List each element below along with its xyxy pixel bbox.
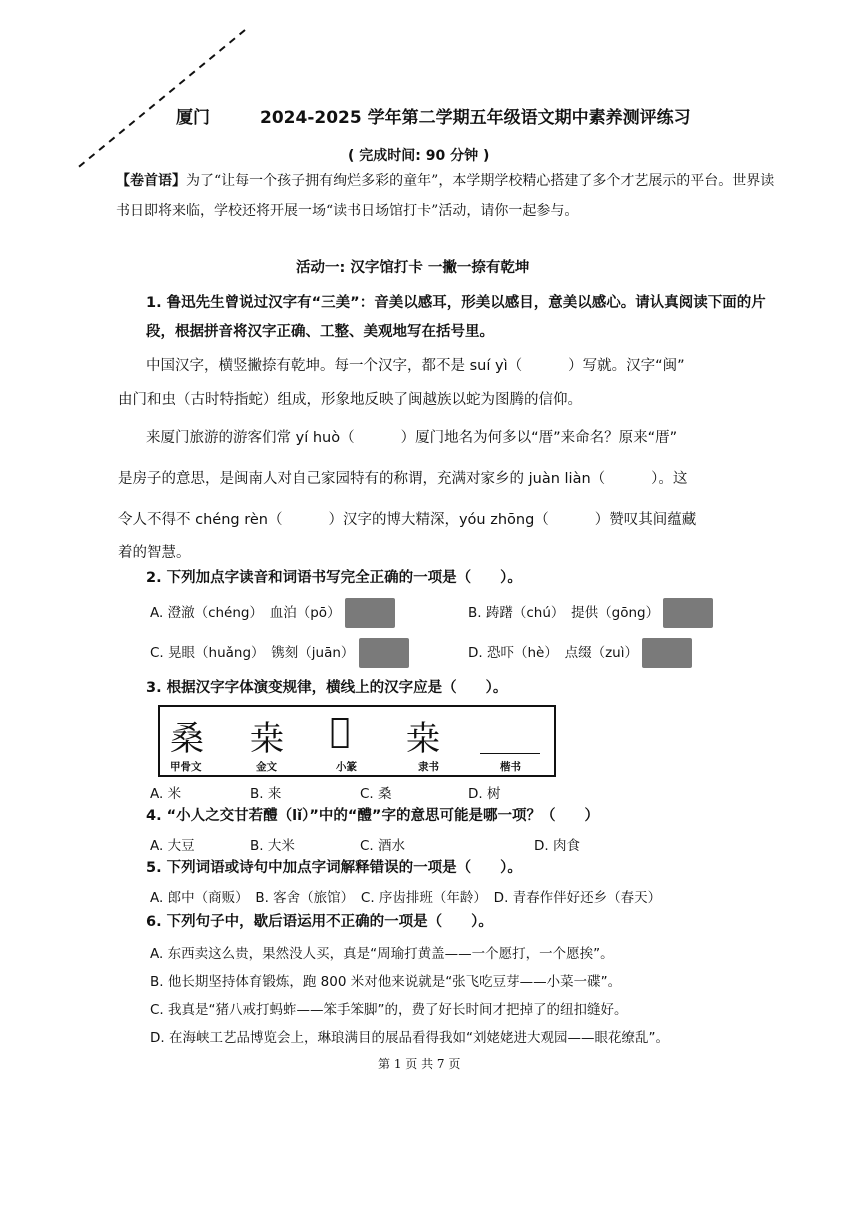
q6-option-d: D. 在海峡工艺品博览会上，琳琅满目的展品看得我如“刘姥姥进大观园——眼花缭乱”。 bbox=[150, 1030, 669, 1046]
q1-text: ）赞叹其间蕴藏 bbox=[594, 512, 697, 528]
handwritten-word-image bbox=[359, 638, 409, 668]
oracle-glyph: 桑 bbox=[170, 719, 204, 759]
caption-clerical: 隶书 bbox=[418, 761, 439, 773]
question-6-stem: 6. 下列句子中，歇后语运用不正确的一项是（ ）。 bbox=[146, 914, 493, 930]
clerical-glyph: 桒 bbox=[406, 719, 440, 759]
q1-text: ）汉字的博大精深，yóu zhōng（ bbox=[328, 512, 549, 528]
q3-option-a: A. 米 bbox=[150, 786, 182, 802]
q1-line-2: 由门和虫（古时特指蛇）组成，形象地反映了闽越族以蛇为图腾的信仰。 bbox=[118, 392, 582, 408]
q1-line-1 bbox=[146, 354, 685, 375]
q6-option-c: C. 我真是“猪八戒打蚂蚱——笨手笨脚”的，费了好长时间才把掉了的纽扣缝好。 bbox=[150, 1002, 628, 1018]
q1-text: 来厦门旅游的游客们常 yí huò（ bbox=[146, 430, 355, 446]
caption-seal: 小篆 bbox=[336, 761, 357, 773]
q1-line-4 bbox=[118, 467, 687, 488]
question-5-stem: 5. 下列词语或诗句中加点字词解释错误的一项是（ ）。 bbox=[146, 860, 522, 876]
question-1-stem: 1. 鲁迅先生曾说过汉字有“三美”：音美以感耳，形美以感目，意美以感心。请认真阅读下面的片段，根据拼音将汉字正确、工整、美观地写在括号里。 bbox=[146, 295, 766, 340]
intro-label: 【卷首语】 bbox=[116, 173, 186, 189]
q2-option-a bbox=[150, 598, 395, 628]
header-city: 厦门 bbox=[176, 108, 210, 128]
question-4-stem: 4. “小人之交甘若醴（lǐ）”中的“醴”字的意思可能是哪一项？（ ） bbox=[146, 808, 599, 824]
question-2-stem: 2. 下列加点字读音和词语书写完全正确的一项是（ ）。 bbox=[146, 570, 522, 586]
handwritten-word-image bbox=[345, 598, 395, 628]
q2-option-text: A. 澄澈（chéng） 血泊（pō） bbox=[150, 605, 341, 621]
q3-option-b: B. 来 bbox=[250, 786, 282, 802]
q1-text: 令人不得不 chéng rèn（ bbox=[118, 512, 283, 528]
seal-glyph: 𣜼 bbox=[330, 711, 351, 751]
caption-regular: 楷书 bbox=[500, 761, 521, 773]
binding-dashed-line bbox=[70, 20, 260, 180]
q2-option-text: D. 恐吓（hè） 点缀（zuì） bbox=[468, 645, 638, 661]
q2-option-b bbox=[468, 598, 713, 628]
q2-option-d bbox=[468, 638, 692, 668]
q1-text: ）写就。汉字“闽” bbox=[568, 358, 685, 374]
bronze-glyph: 桒 bbox=[250, 719, 284, 759]
q4-option-a: A. 大豆 bbox=[150, 838, 195, 854]
activity-heading: 活动一: 汉字馆打卡 一撇一捺有乾坤 bbox=[296, 260, 530, 276]
q1-text: 是房子的意思，是闽南人对自己家园特有的称谓，充满对家乡的 juàn liàn（ bbox=[118, 471, 606, 487]
q4-option-c: C. 酒水 bbox=[360, 838, 406, 854]
exam-time: ( 完成时间: 90 分钟 ) bbox=[348, 148, 490, 164]
q6-option-b: B. 他长期坚持体育锻炼，跑 800 米对他来说就是“张飞吃豆芽——小菜一碟”。 bbox=[150, 974, 622, 990]
page-footer: 第 1 页 共 7 页 bbox=[378, 1057, 461, 1071]
caption-oracle: 甲骨文 bbox=[170, 761, 202, 773]
q6-option-a: A. 东西卖这么贵，果然没人买，真是“周瑜打黄盖——一个愿打，一个愿挨”。 bbox=[150, 946, 614, 962]
intro-paragraph bbox=[116, 166, 776, 226]
question-3-stem: 3. 根据汉字字体演变规律，横线上的汉字应是（ ）。 bbox=[146, 680, 508, 696]
q5-options: A. 郎中（商贩） B. 客舍（旅馆） C. 序齿排班（年龄） D. 青春作伴好还乡（春天） bbox=[150, 890, 662, 906]
q4-option-d: D. 肉食 bbox=[534, 838, 580, 854]
q3-option-d: D. 树 bbox=[468, 786, 501, 802]
q1-line-6: 着的智慧。 bbox=[118, 545, 191, 561]
q2-option-text: C. 晃眼（huǎng） 镌刻（juān） bbox=[150, 645, 355, 661]
caption-bronze: 金文 bbox=[256, 761, 277, 773]
q3-option-c: C. 桑 bbox=[360, 786, 392, 802]
handwritten-word-image bbox=[642, 638, 692, 668]
page-title: 2024-2025 学年第二学期五年级语文期中素养测评练习 bbox=[260, 108, 691, 128]
q2-option-text: B. 踌躇（chú） 提供（gōng） bbox=[468, 605, 660, 621]
q2-option-c bbox=[150, 638, 409, 668]
q1-line-3 bbox=[146, 426, 677, 447]
intro-text: 为了“让每一个孩子拥有绚烂多彩的童年”，本学期学校精心搭建了多个才艺展示的平台。世界读书日即将来临，学校还将开展一场“读书日场馆打卡”活动，请你一起参与。 bbox=[116, 173, 775, 219]
q1-text: 中国汉字，横竖撇捺有乾坤。每一个汉字，都不是 suí yì（ bbox=[146, 358, 523, 374]
handwritten-word-image bbox=[663, 598, 713, 628]
q1-text: ）厦门地名为何多以“厝”来命名？原来“厝” bbox=[400, 430, 678, 446]
q1-line-5 bbox=[118, 508, 696, 529]
q4-option-b: B. 大米 bbox=[250, 838, 295, 854]
q1-text: ）。这 bbox=[651, 471, 688, 487]
script-evolution-table bbox=[158, 705, 556, 777]
answer-blank-line bbox=[480, 753, 540, 754]
